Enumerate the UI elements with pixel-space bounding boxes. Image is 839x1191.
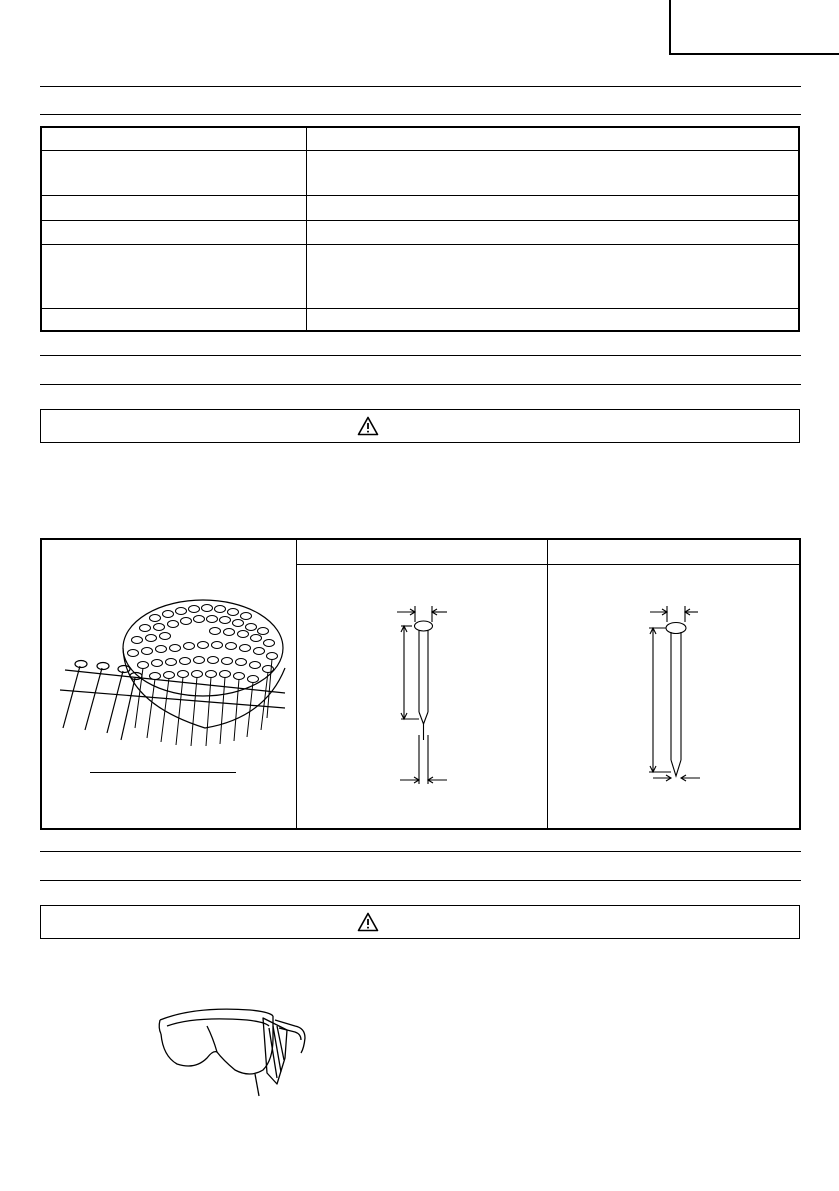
warning-triangle-icon <box>357 912 379 932</box>
table-row-divider <box>42 150 798 151</box>
nail-column-header <box>553 542 793 562</box>
nail-coil-illustration <box>55 578 295 758</box>
section-rule-top <box>40 355 801 356</box>
safety-glasses-illustration <box>155 998 315 1098</box>
spec-row-label <box>48 223 298 241</box>
nail-column-header <box>302 542 542 562</box>
section-rule-bottom <box>40 384 801 385</box>
warning-triangle-icon <box>357 416 379 436</box>
plain-shank-nail-diagram <box>385 600 465 795</box>
specifications-table <box>40 126 800 332</box>
spec-row-value <box>312 199 792 217</box>
spec-section-title <box>40 90 800 110</box>
spec-row-label <box>48 130 298 148</box>
table-column-divider <box>296 540 297 828</box>
warning-box <box>40 905 800 939</box>
spec-row-label <box>48 311 298 329</box>
spec-row-value <box>312 154 792 192</box>
table-column-divider <box>547 540 548 828</box>
table-header-divider <box>296 564 799 565</box>
spec-row-label <box>48 248 298 304</box>
table-column-divider <box>306 128 307 330</box>
section-rule-top <box>40 851 801 852</box>
spec-row-value <box>312 130 792 148</box>
safety-section-title <box>40 855 800 875</box>
spec-row-label <box>48 154 298 192</box>
coil-caption <box>90 776 236 794</box>
page-corner-tab <box>669 0 839 55</box>
table-row-divider <box>42 220 798 221</box>
spec-row-value <box>312 248 792 304</box>
section-rule-bottom <box>40 114 801 115</box>
nail-section-title <box>40 359 800 379</box>
warning-box <box>40 409 800 443</box>
spec-row-value <box>312 311 792 329</box>
coil-caption-line <box>90 772 236 773</box>
section-rule-bottom <box>40 880 801 881</box>
spec-row-value <box>312 223 792 241</box>
table-row-divider <box>42 308 798 309</box>
section-rule-top <box>40 86 801 87</box>
spec-row-label <box>48 199 298 217</box>
table-row-divider <box>42 244 798 245</box>
nail-diagram-right <box>640 600 710 795</box>
table-row-divider <box>42 195 798 196</box>
